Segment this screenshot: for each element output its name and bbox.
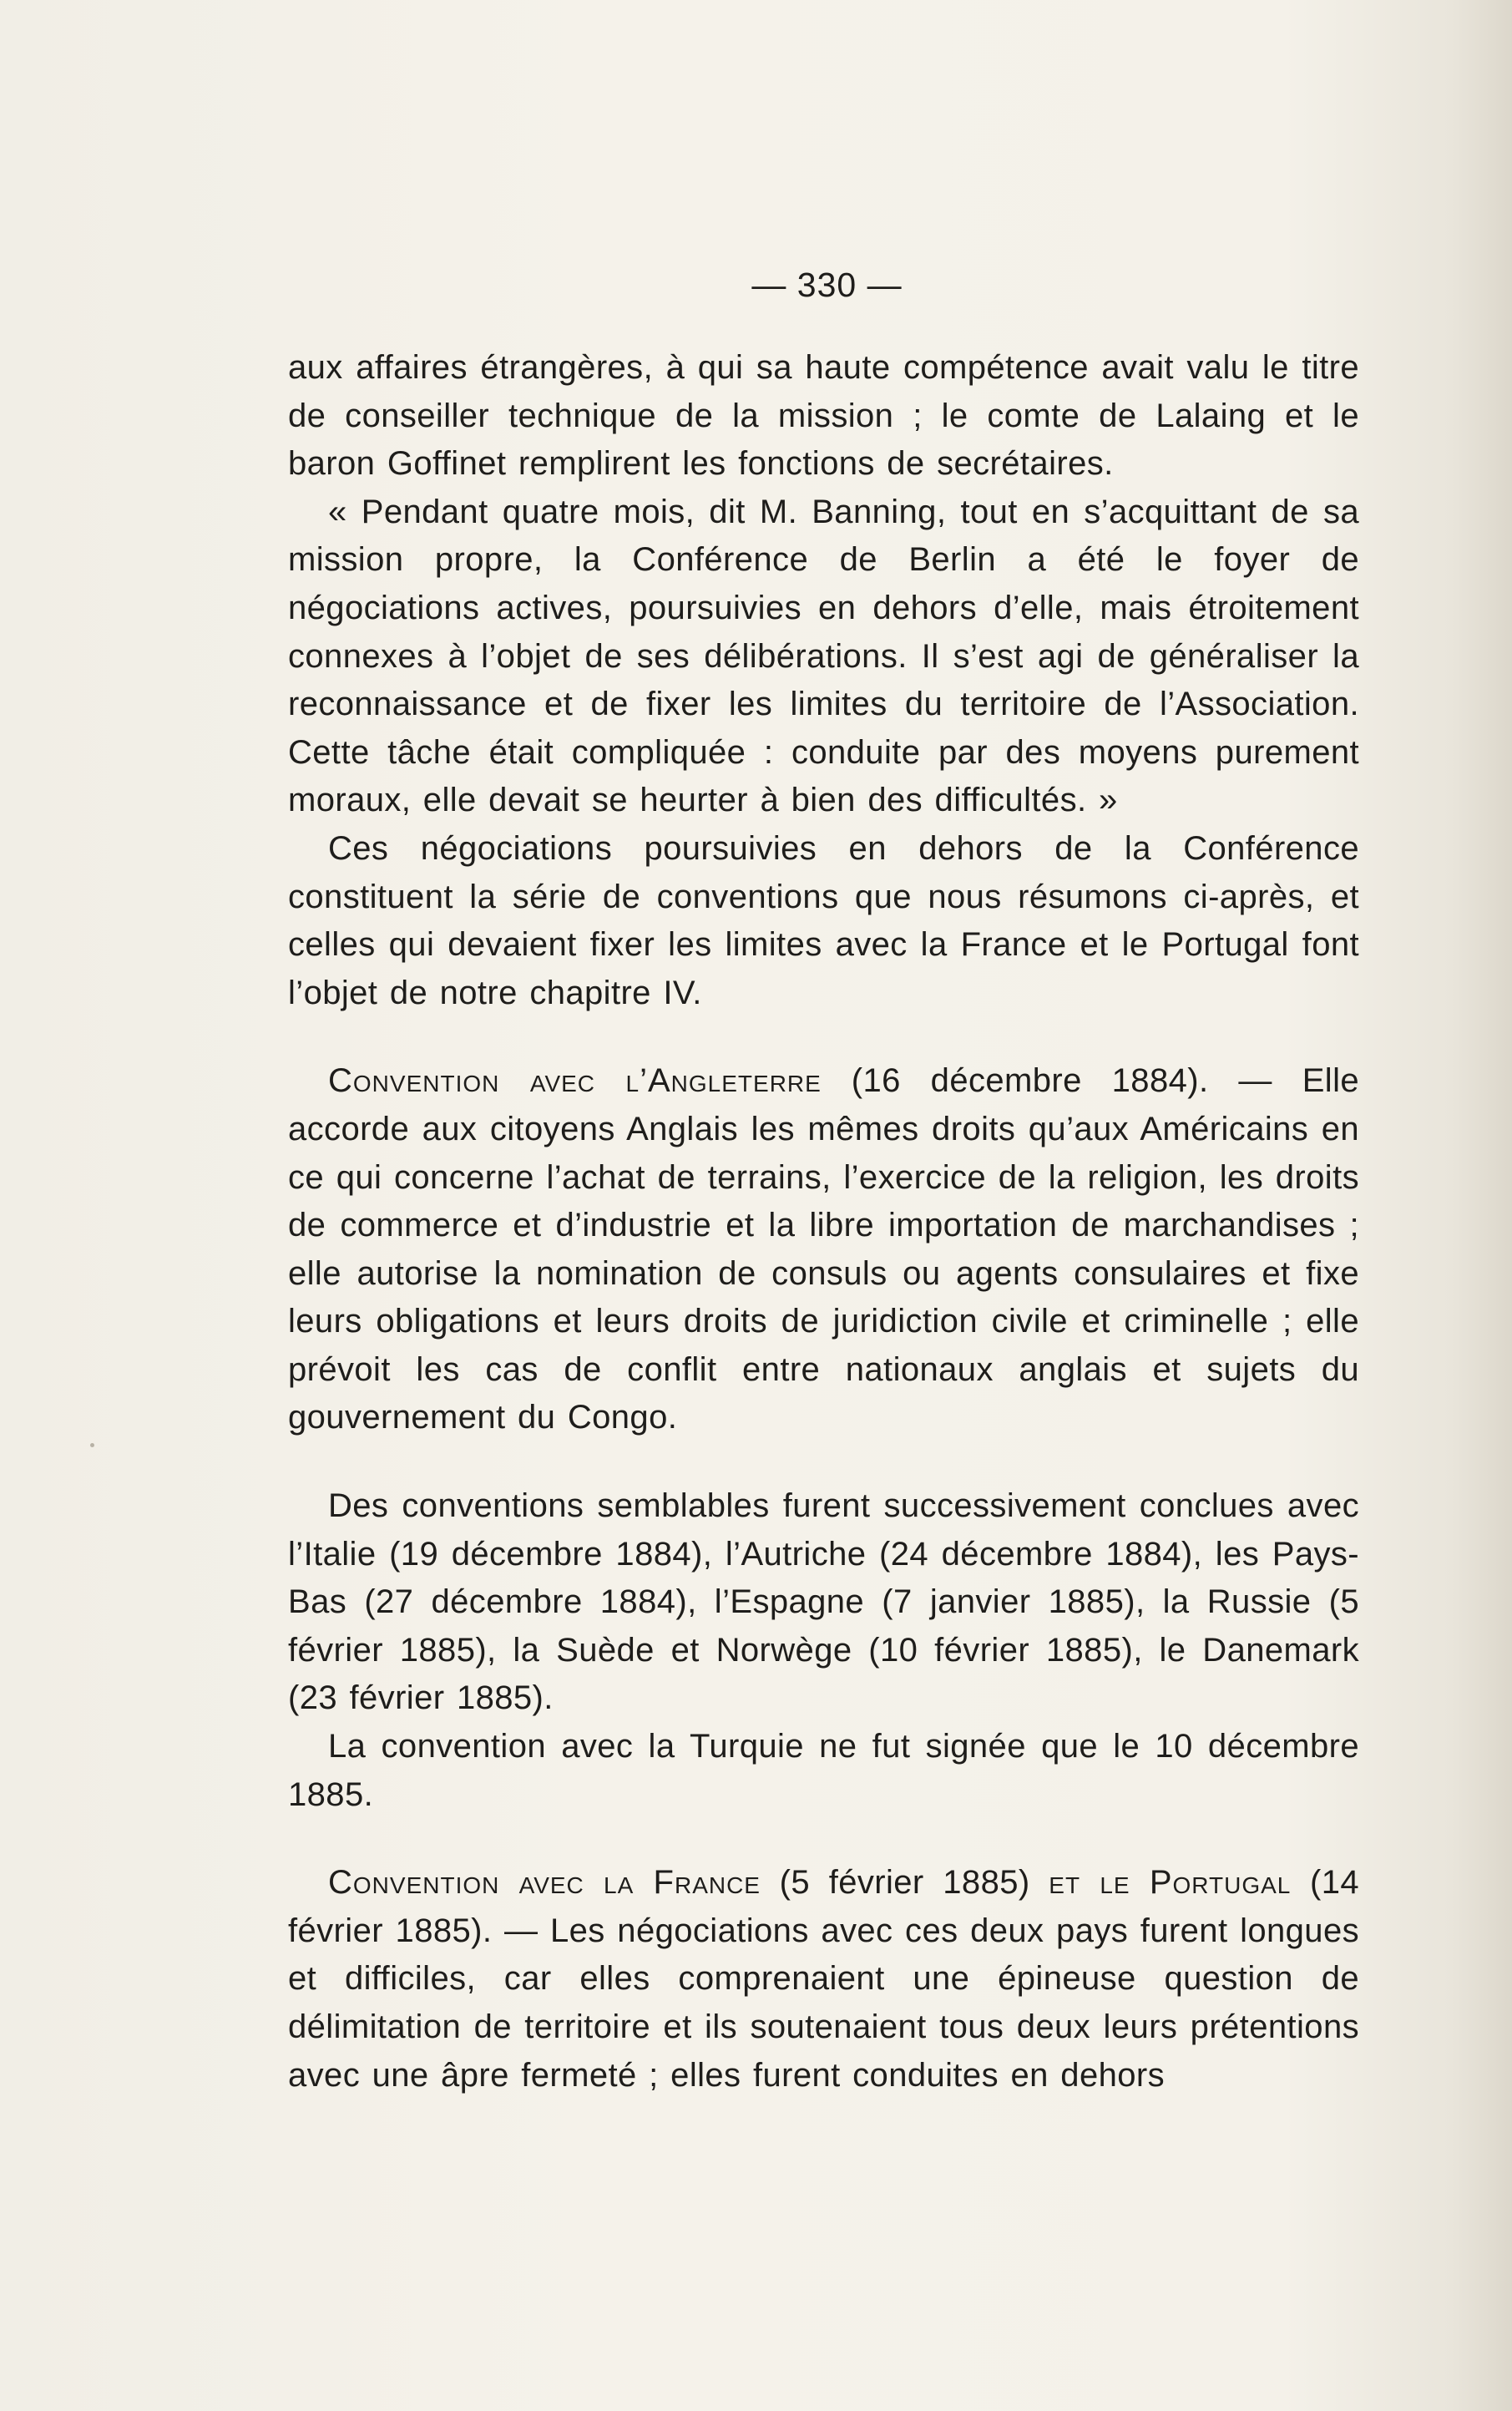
paragraph-1: aux affaires étrangères, à qui sa haute compétence avait valu le titre de conseiller technique de la mission ; le comte de Lalaing et le baron Goffinet remplirent les fonctions de secrétaires. xyxy=(288,349,1359,483)
section-heading-france-date: (5 février 1885) xyxy=(779,1864,1030,1902)
paragraph-6: La convention avec la Turquie ne fut signée que le 10 décembre 1885. xyxy=(288,1728,1359,1813)
page-number: — 330 — xyxy=(751,266,903,304)
section-heading-france: Convention avec la France xyxy=(328,1864,761,1902)
section-heading-angleterre: Convention avec l’Angleterre xyxy=(328,1062,822,1100)
paragraph-4-body: (16 décembre 1884). — Elle accorde aux citoyens Anglais les mêmes droits qu’aux Américains en ce qui concerne l’achat de terrains, l’exercice de la religion, les droits de commerce et d’industrie et la libre importation de marchandises ; elle autorise la nomination de consuls ou agents consulaires et fixe leurs obligations et leurs droits de juridiction civile et criminelle ; elle prévoit les cas de conflit entre nationaux anglais et sujets du gouvernement du Congo. xyxy=(288,1062,1360,1436)
paragraph-7-body: (14 février 1885). — Les négociations avec ces deux pays furent longues et difficiles, car elles comprenaient une épineuse question de délimitation de territoire et ils soutenaient tous deux leurs prétentions avec une âpre fermeté ; elles furent conduites en dehors xyxy=(288,1864,1360,2094)
body-text xyxy=(288,344,1359,2099)
paragraph-4 xyxy=(288,1057,1359,1442)
paper-speck xyxy=(90,1443,94,1447)
paragraph-5: Des conventions semblables furent successivement conclues avec l’Italie (19 décembre 1884), l’Autriche (24 décembre 1884), les Pays-Bas (27 décembre 1884), l’Espagne (7 janvier 1885), la Russie (5 février 1885), la Suède et Norwège (10 février 1885), le Danemark (23 février 1885). xyxy=(288,1487,1359,1717)
paragraph-3: Ces négociations poursuivies en dehors de la Conférence constituent la série de conventions que nous résumons ci-après, et celles qui devaient fixer les limites avec la France et le Portugal font l’objet de notre chapitre IV. xyxy=(288,829,1359,1011)
section-heading-portugal: et le Portugal xyxy=(1049,1864,1292,1902)
paragraph-2-quote: « Pendant quatre mois, dit M. Banning, tout en s’acquittant de sa mission propre, la Conférence de Berlin a été le foyer de négociations actives, poursuivies en dehors d’elle, mais étroitement connexes à l’objet de ses délibérations. Il s’est agi de généraliser la reconnaissance et de fixer les limites du territoire de l’Association. Cette tâche était compliquée : conduite par des moyens purement moraux, elle devait se heurter à bien des difficultés. » xyxy=(288,493,1359,819)
paragraph-7 xyxy=(288,1859,1359,2099)
